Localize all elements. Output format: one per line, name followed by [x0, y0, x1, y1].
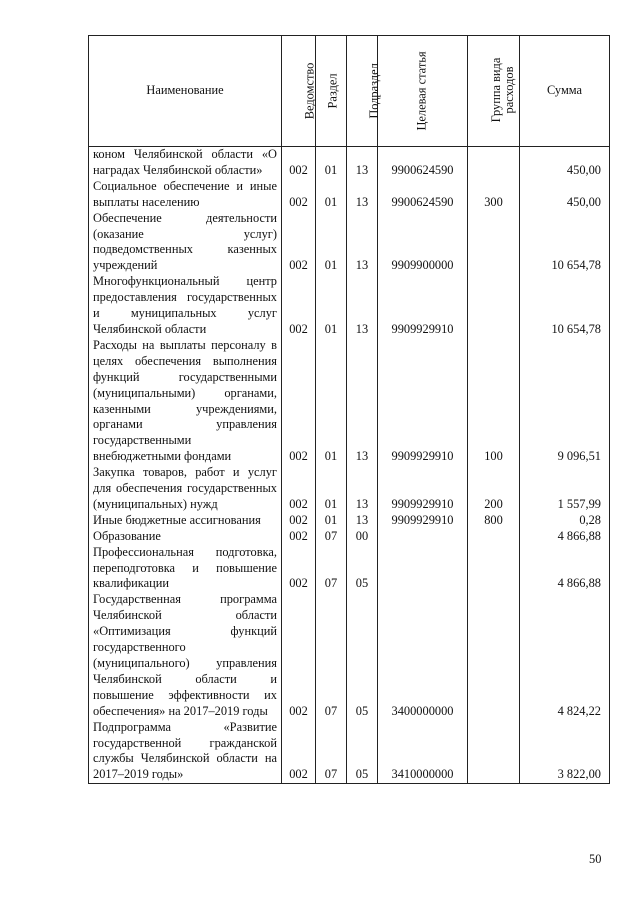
row-subsection: 13 [347, 147, 378, 179]
row-name: Образование [89, 529, 282, 545]
row-expense-group: 100 [468, 338, 520, 465]
table-row [89, 179, 610, 211]
row-sum: 4 866,88 [520, 545, 610, 593]
row-sum: 3 822,00 [520, 720, 610, 784]
row-expense-group [468, 529, 520, 545]
row-subsection: 05 [347, 592, 378, 719]
row-section: 01 [316, 274, 347, 338]
row-department: 002 [282, 513, 316, 529]
header-target: Целевая статья [378, 36, 468, 147]
row-sum: 450,00 [520, 179, 610, 211]
row-target: 9909929910 [378, 465, 468, 513]
table-row [89, 592, 610, 719]
budget-table [88, 35, 610, 784]
row-expense-group [468, 211, 520, 275]
table-row [89, 513, 610, 529]
row-expense-group [468, 147, 520, 179]
row-subsection: 13 [347, 338, 378, 465]
row-section: 01 [316, 211, 347, 275]
row-department: 002 [282, 545, 316, 593]
header-section: Раздел [316, 36, 347, 147]
row-name: Социальное обеспечение и иные выплаты населению [89, 179, 282, 211]
row-target: 9900624590 [378, 179, 468, 211]
row-name: Иные бюджетные ассигнования [89, 513, 282, 529]
row-target: 3400000000 [378, 592, 468, 719]
row-name: Закупка товаров, работ и услуг для обеспечения государственных (муниципальных) нужд [89, 465, 282, 513]
header-sum: Сумма [520, 36, 610, 147]
row-department: 002 [282, 529, 316, 545]
row-target: 9909929910 [378, 274, 468, 338]
row-subsection: 13 [347, 465, 378, 513]
table-row [89, 720, 610, 784]
table-row [89, 338, 610, 465]
row-subsection: 05 [347, 720, 378, 784]
row-expense-group [468, 720, 520, 784]
row-section: 07 [316, 720, 347, 784]
row-target: 9909900000 [378, 211, 468, 275]
table-row [89, 147, 610, 179]
row-expense-group [468, 592, 520, 719]
table-row [89, 545, 610, 593]
row-target [378, 529, 468, 545]
row-section: 01 [316, 465, 347, 513]
row-section: 07 [316, 545, 347, 593]
row-department: 002 [282, 179, 316, 211]
row-name: Расходы на выплаты персоналу в целях обеспечения выполнения функций государственными (муниципальными) органами, казенными учреждениями, органами управления государственными внебюджетными фондами [89, 338, 282, 465]
row-department: 002 [282, 147, 316, 179]
row-department: 002 [282, 465, 316, 513]
table-row [89, 465, 610, 513]
row-name: коном Челябинской области «О наградах Челябинской области» [89, 147, 282, 179]
row-section: 01 [316, 513, 347, 529]
row-section: 01 [316, 147, 347, 179]
row-expense-group [468, 545, 520, 593]
row-target: 9909929910 [378, 513, 468, 529]
row-target [378, 545, 468, 593]
row-sum: 4 824,22 [520, 592, 610, 719]
header-expense-group: Группа вида расходов [468, 36, 520, 147]
row-subsection: 13 [347, 513, 378, 529]
row-sum: 9 096,51 [520, 338, 610, 465]
row-subsection: 13 [347, 179, 378, 211]
row-name: Обеспечение деятельности (оказание услуг) подведомственных казенных учреждений [89, 211, 282, 275]
row-target: 9900624590 [378, 147, 468, 179]
row-expense-group: 200 [468, 465, 520, 513]
row-subsection: 00 [347, 529, 378, 545]
row-department: 002 [282, 338, 316, 465]
table-row [89, 211, 610, 275]
row-target: 3410000000 [378, 720, 468, 784]
row-name: Государственная программа Челябинской области «Оптимизация функций государственного (муниципального) управления Челябинской области и повышение эффективности их обеспечения» на 2017–2019 годы [89, 592, 282, 719]
row-expense-group [468, 274, 520, 338]
row-section: 07 [316, 592, 347, 719]
header-department: Ведомство [282, 36, 316, 147]
table-header-row [89, 36, 610, 147]
row-name: Профессиональная подготовка, переподготовка и повышение квалификации [89, 545, 282, 593]
row-target: 9909929910 [378, 338, 468, 465]
header-subsection: Подраздел [347, 36, 378, 147]
row-sum: 1 557,99 [520, 465, 610, 513]
page-number: 50 [589, 852, 602, 866]
header-name: Наименование [89, 36, 282, 147]
row-section: 01 [316, 338, 347, 465]
row-expense-group: 800 [468, 513, 520, 529]
row-subsection: 13 [347, 274, 378, 338]
row-department: 002 [282, 211, 316, 275]
row-sum: 0,28 [520, 513, 610, 529]
row-subsection: 13 [347, 211, 378, 275]
row-sum: 450,00 [520, 147, 610, 179]
table-row [89, 529, 610, 545]
row-department: 002 [282, 720, 316, 784]
row-sum: 10 654,78 [520, 274, 610, 338]
table-row [89, 274, 610, 338]
row-name: Подпрограмма «Развитие государственной гражданской службы Челябинской области на 2017–2019 годы» [89, 720, 282, 784]
row-department: 002 [282, 592, 316, 719]
row-name: Многофункциональный центр предоставления государственных и муниципальных услуг Челябинской области [89, 274, 282, 338]
row-subsection: 05 [347, 545, 378, 593]
row-section: 07 [316, 529, 347, 545]
row-section: 01 [316, 179, 347, 211]
row-sum: 4 866,88 [520, 529, 610, 545]
row-sum: 10 654,78 [520, 211, 610, 275]
row-expense-group: 300 [468, 179, 520, 211]
row-department: 002 [282, 274, 316, 338]
